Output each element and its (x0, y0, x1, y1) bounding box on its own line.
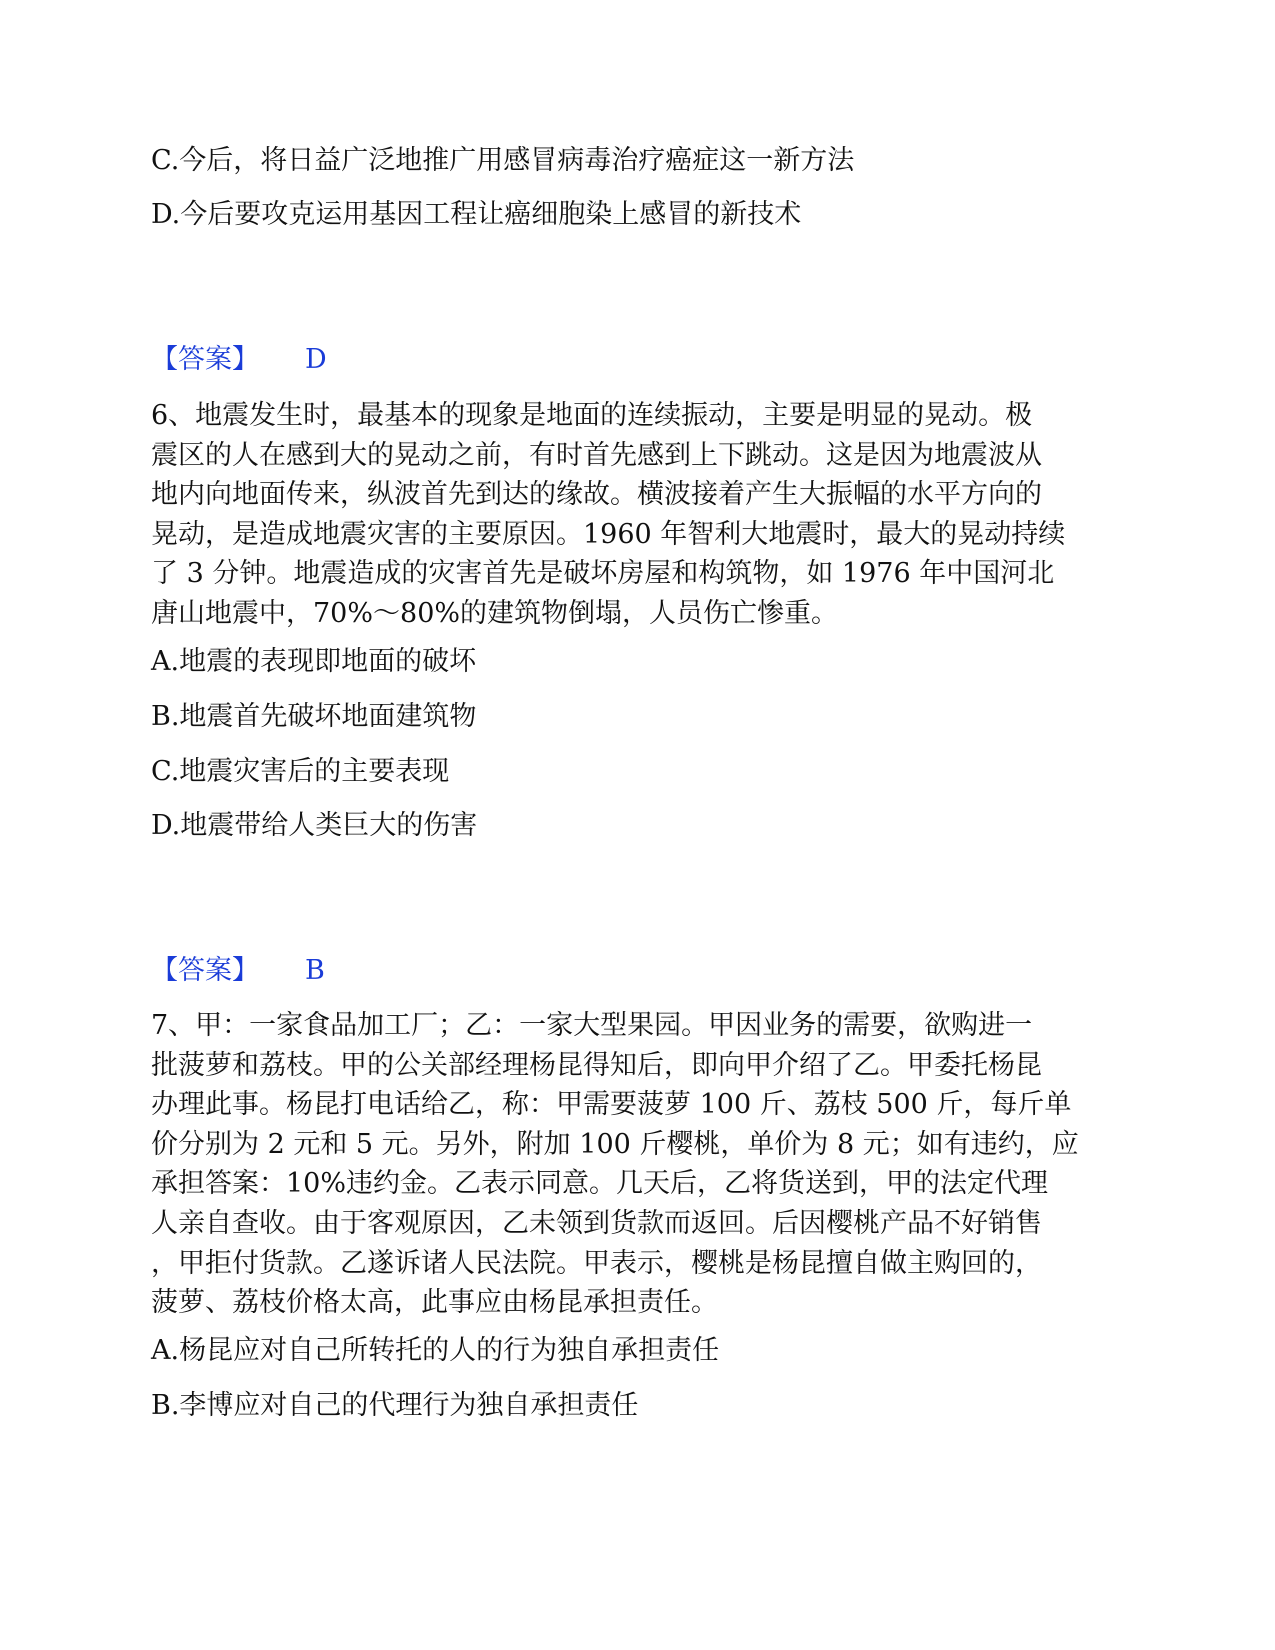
stem-line: 震区的人在感到大的晃动之前，有时首先感到上下跳动。这是因为地震波从 (151, 439, 1042, 471)
stem-line: 唐山地震中，70%～80%的建筑物倒塌，人员伤亡惨重。 (151, 597, 839, 629)
option-q5-d: D.今后要攻克运用基因工程让癌细胞染上感冒的新技术 (151, 199, 802, 230)
stem-line: 晃动，是造成地震灾害的主要原因。1960 年智利大地震时，最大的晃动持续 (151, 518, 1066, 550)
question-7-stem (151, 1006, 1091, 1323)
answer-value: B (305, 955, 325, 986)
stem-line: 7、甲：一家食品加工厂；乙：一家大型果园。甲因业务的需要，欲购进一 (151, 1010, 1033, 1041)
answer-value: D (305, 344, 327, 375)
stem-line: 地内向地面传来，纵波首先到达的缘故。横波接着产生大振幅的水平方向的 (151, 479, 1042, 511)
stem-line: 承担答案：10%违约金。乙表示同意。几天后，乙将货送到，甲的法定代理 (151, 1168, 1049, 1200)
option-q5-c: C.今后，将日益广泛地推广用感冒病毒治疗癌症这一新方法 (151, 145, 855, 176)
option-q6-d: D.地震带给人类巨大的伤害 (151, 810, 478, 841)
stem-line: 菠萝、荔枝价格太高，此事应由杨昆承担责任。 (151, 1287, 718, 1319)
answer-q5 (151, 340, 327, 380)
stem-line: 办理此事。杨昆打电话给乙，称：甲需要菠萝 100 斤、荔枝 500 斤，每斤单 (151, 1089, 1072, 1121)
answer-label: 【答案】 (151, 955, 259, 986)
stem-line: 批菠萝和荔枝。甲的公关部经理杨昆得知后，即向甲介绍了乙。甲委托杨昆 (151, 1049, 1042, 1081)
question-6-stem (151, 396, 1091, 634)
stem-line: ，甲拒付货款。乙遂诉诸人民法院。甲表示，樱桃是杨昆擅自做主购回的， (151, 1247, 1042, 1279)
option-q6-a: A.地震的表现即地面的破坏 (151, 646, 477, 677)
option-q7-b: B.李博应对自己的代理行为独自承担责任 (151, 1390, 639, 1421)
option-q7-a: A.杨昆应对自己所转托的人的行为独自承担责任 (151, 1335, 720, 1366)
answer-q6 (151, 951, 325, 991)
stem-line: 6、地震发生时，最基本的现象是地面的连续振动，主要是明显的晃动。极 (151, 400, 1033, 431)
stem-line: 价分别为 2 元和 5 元。另外，附加 100 斤樱桃，单价为 8 元；如有违约，应 (151, 1128, 1079, 1160)
stem-line: 人亲自查收。由于客观原因，乙未领到货款而返回。后因樱桃产品不好销售 (151, 1207, 1042, 1239)
option-q6-c: C.地震灾害后的主要表现 (151, 756, 450, 787)
stem-line: 了 3 分钟。地震造成的灾害首先是破坏房屋和构筑物，如 1976 年中国河北 (151, 558, 1055, 590)
option-q6-b: B.地震首先破坏地面建筑物 (151, 701, 477, 732)
answer-label: 【答案】 (151, 344, 259, 375)
